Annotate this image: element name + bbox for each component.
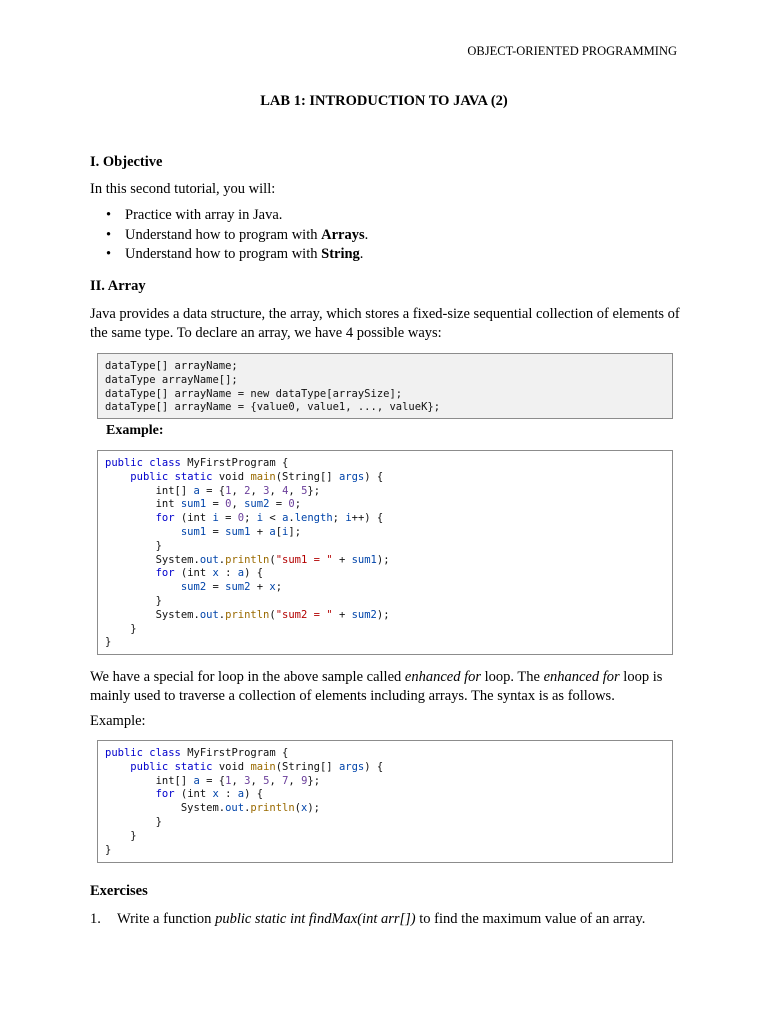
- array-intro-paragraph: Java provides a data structure, the array, which stores a fixed-size sequential collection of elements of the same type. To declare an array, we have 4 possible ways:: [90, 306, 680, 341]
- page-title: LAB 1: INTRODUCTION TO JAVA (2): [260, 93, 508, 109]
- example-code-block-2: public class MyFirstProgram { public static void main(String[] args) { int[] a = {1, 3, 5, 7, 9}; for (int x : a) { System.out.println(x); } } }: [97, 740, 673, 863]
- exercises-heading: Exercises: [90, 883, 148, 899]
- declaration-code-block: [97, 353, 673, 419]
- list-item: • Understand how to program with String.: [106, 245, 368, 265]
- list-item: • Understand how to program with Arrays.: [106, 226, 368, 246]
- objective-intro: In this second tutorial, you will:: [90, 181, 276, 197]
- list-item: • Practice with array in Java.: [106, 206, 368, 226]
- objective-heading: I. Objective: [90, 154, 163, 170]
- code-line: dataType[] arrayName = new dataType[arraySize];: [105, 387, 403, 400]
- enhanced-for-paragraph: We have a special for loop in the above sample called enhanced for loop. The enhanced for loop is mainly used to traverse a collection of elements including arrays. The syntax is as follows.: [90, 669, 663, 704]
- array-heading: II. Array: [90, 278, 146, 294]
- code-line: dataType arrayName[];: [105, 373, 238, 386]
- code-line: dataType[] arrayName = {value0, value1, ..., valueK};: [105, 401, 441, 414]
- course-header: OBJECT-ORIENTED PROGRAMMING: [467, 44, 677, 58]
- example-label-2: Example:: [90, 713, 146, 729]
- exercise-item: 1. Write a function public static int findMax(int arr[]) to find the maximum value of an array.: [90, 911, 646, 927]
- example-code-block-1: public class MyFirstProgram { public static void main(String[] args) { int[] a = {1, 2, 3, 4, 5}; int sum1 = 0, sum2 = 0; for (int i = 0; i < a.length; i++) { sum1 = sum1 + a[i]; } System.out.println("sum1 = " + sum1); for (int x : a) { sum2 = sum2 + x; } System.out.println("sum2 = " + sum2); } }: [97, 450, 673, 655]
- objective-list: [106, 206, 368, 265]
- code-line: dataType[] arrayName;: [105, 360, 238, 372]
- example-label: Example:: [106, 423, 164, 438]
